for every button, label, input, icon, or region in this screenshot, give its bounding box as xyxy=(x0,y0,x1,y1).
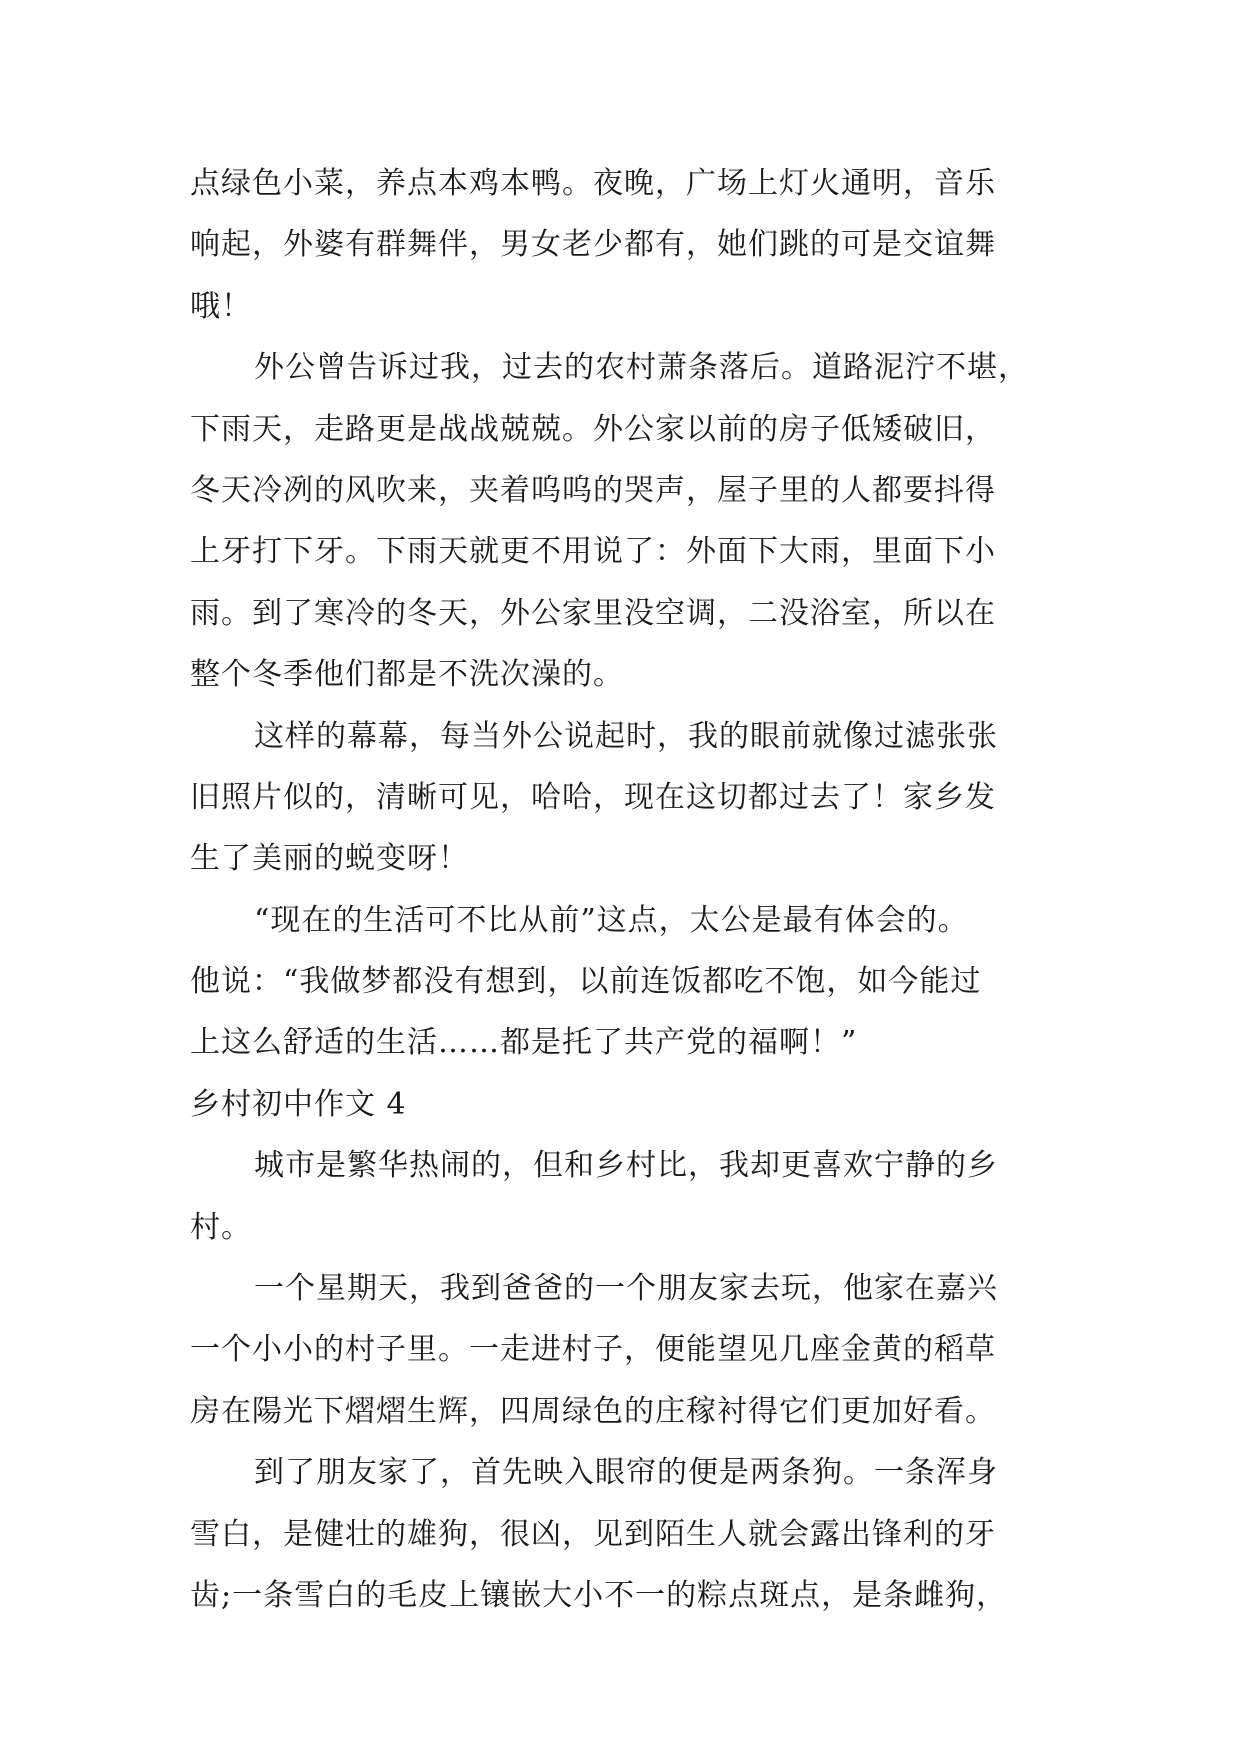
paragraph-line: 旧照片似的，清晰可见，哈哈，现在这切都过去了！家乡发 xyxy=(190,779,996,815)
paragraph-line: 村。 xyxy=(190,1209,252,1245)
paragraph-line: 生了美丽的蜕变呀！ xyxy=(190,841,469,877)
paragraph-line: 下雨天，走路更是战战兢兢。外公家以前的房子低矮破旧， xyxy=(190,411,996,447)
paragraph-line: 上这么舒适的生活……都是托了共产党的福啊！” xyxy=(190,1025,858,1061)
paragraph-line: 响起，外婆有群舞伴，男女老少都有，她们跳的可是交谊舞 xyxy=(190,227,996,263)
document-body xyxy=(190,153,1070,1626)
paragraph-line: 房在陽光下熠熠生辉，四周绿色的庄稼衬得它们更加好看。 xyxy=(190,1393,996,1429)
paragraph-line: 冬天冷冽的风吹来，夹着呜呜的哭声，屋子里的人都要抖得 xyxy=(190,472,996,508)
paragraph-line: 点绿色小菜，养点本鸡本鸭。夜晚，广场上灯火通明，音乐 xyxy=(190,166,996,201)
paragraph-line: 上牙打下牙。下雨天就更不用说了：外面下大雨，里面下小 xyxy=(190,534,996,570)
paragraph-line: 这样的幕幕，每当外公说起时，我的眼前就像过滤张张 xyxy=(254,718,998,754)
paragraph-line: 外公曾告诉过我，过去的农村萧条落后。道路泥泞不堪， xyxy=(254,350,1029,386)
paragraph-line: 哦！ xyxy=(190,288,252,324)
paragraph-line: 齿;一条雪白的毛皮上镶嵌大小不一的粽点斑点，是条雌狗， xyxy=(190,1577,1008,1613)
paragraph-line: 整个冬季他们都是不洗次澡的。 xyxy=(190,657,624,693)
paragraph-line: 一个小小的村子里。一走进村子，便能望见几座金黄的稻草 xyxy=(190,1332,996,1368)
paragraph-line: 到了朋友家了，首先映入眼帘的便是两条狗。一条浑身 xyxy=(254,1455,998,1491)
paragraph-line: 城市是繁华热闹的，但和乡村比，我却更喜欢宁静的乡 xyxy=(254,1148,998,1184)
paragraph-line: 雨。到了寒冷的冬天，外公家里没空调，二没浴室，所以在 xyxy=(190,595,996,631)
section-heading: 乡村初中作文 4 xyxy=(190,1086,407,1122)
paragraph-line: 一个星期天，我到爸爸的一个朋友家去玩，他家在嘉兴 xyxy=(254,1271,998,1307)
paragraph-line: “现在的生活可不比从前”这点，太公是最有体会的。 xyxy=(254,902,969,938)
paragraph-line: 雪白，是健壮的雄狗，很凶，见到陌生人就会露出锋利的牙 xyxy=(190,1516,996,1552)
paragraph-line: 他说：“我做梦都没有想到，以前连饭都吃不饱，如今能过 xyxy=(190,964,982,1000)
